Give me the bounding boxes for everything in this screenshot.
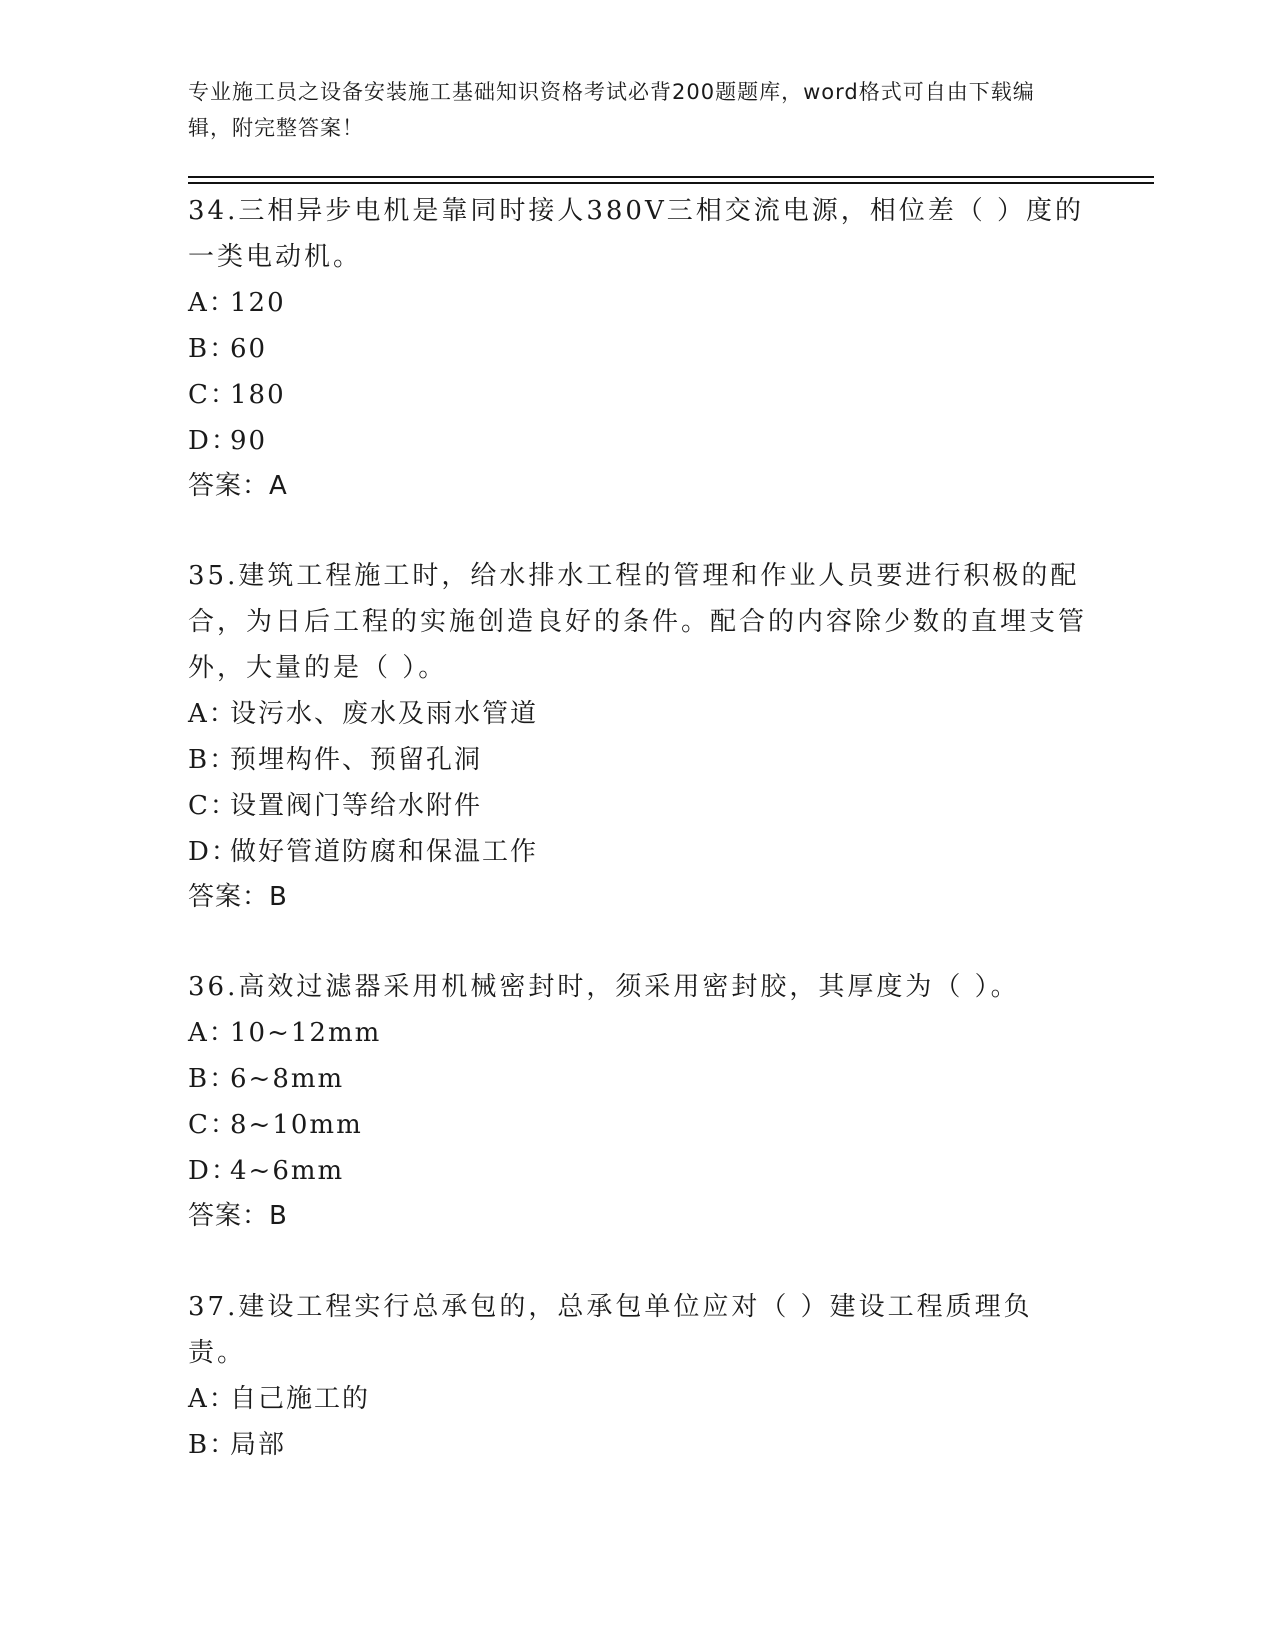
option-key: B：	[188, 1430, 238, 1460]
option-c	[188, 783, 1088, 829]
question-stem: 35.建筑工程施工时，给水排水工程的管理和作业人员要进行积极的配合，为日后工程的实施创造良好的条件。配合的内容除少数的直埋支管外，大量的是（ ）。	[188, 561, 1088, 683]
option-key: A：	[188, 699, 237, 729]
question-stem: 36.高效过滤器采用机械密封时，须采用密封胶，其厚度为（ ）。	[188, 972, 1020, 1002]
option-text: 设置阀门等给水附件	[230, 791, 483, 821]
option-text: 90	[230, 426, 268, 456]
option-key: B：	[188, 334, 238, 364]
option-c	[188, 372, 1088, 418]
answer-line: 答案：A	[188, 471, 288, 501]
option-c	[188, 1102, 1088, 1148]
option-key: A：	[188, 1018, 237, 1048]
option-a	[188, 280, 1088, 326]
option-text: 自己施工的	[230, 1384, 371, 1414]
option-key: A：	[188, 288, 237, 318]
option-key: B：	[188, 745, 238, 775]
document-header: 专业施工员之设备安装施工基础知识资格考试必背200题题库，word格式可自由下载编辑，附完整答案！	[188, 80, 1035, 140]
option-text: 预埋构件、预留孔洞	[230, 745, 483, 775]
option-text: 做好管道防腐和保温工作	[230, 837, 539, 867]
option-d	[188, 829, 1088, 875]
option-key: B：	[188, 1064, 238, 1094]
option-text: 10~12mm	[230, 1018, 382, 1048]
option-key: C：	[188, 1110, 238, 1140]
question-36	[188, 964, 1088, 1238]
answer-line: 答案：B	[188, 1201, 288, 1231]
option-key: D：	[188, 1156, 239, 1186]
option-key: D：	[188, 837, 239, 867]
option-text: 局部	[230, 1430, 287, 1460]
question-34	[188, 188, 1088, 508]
header-rule-top	[188, 176, 1154, 178]
option-text: 120	[230, 288, 286, 318]
option-key: A：	[188, 1384, 237, 1414]
option-a	[188, 691, 1088, 737]
option-b	[188, 326, 1088, 372]
answer-line: 答案：B	[188, 882, 288, 912]
option-key: D：	[188, 426, 239, 456]
option-d	[188, 1148, 1088, 1194]
option-b	[188, 1056, 1088, 1102]
option-b	[188, 1422, 1088, 1468]
option-text: 180	[230, 380, 286, 410]
question-stem: 34.三相异步电机是靠同时接人380V三相交流电源，相位差（ ）度的一类电动机。	[188, 196, 1085, 272]
option-key: C：	[188, 791, 238, 821]
question-stem: 37.建设工程实行总承包的，总承包单位应对（ ）建设工程质理负责。	[188, 1292, 1033, 1368]
option-a	[188, 1010, 1088, 1056]
option-a	[188, 1376, 1088, 1422]
option-key: C：	[188, 380, 238, 410]
option-d	[188, 418, 1088, 464]
option-b	[188, 737, 1088, 783]
option-text: 6~8mm	[230, 1064, 345, 1094]
header-rule-bottom	[188, 182, 1154, 184]
question-35	[188, 553, 1088, 919]
option-text: 8~10mm	[230, 1110, 363, 1140]
option-text: 60	[230, 334, 268, 364]
option-text: 4~6mm	[230, 1156, 345, 1186]
question-37	[188, 1284, 1088, 1468]
option-text: 设污水、废水及雨水管道	[230, 699, 539, 729]
